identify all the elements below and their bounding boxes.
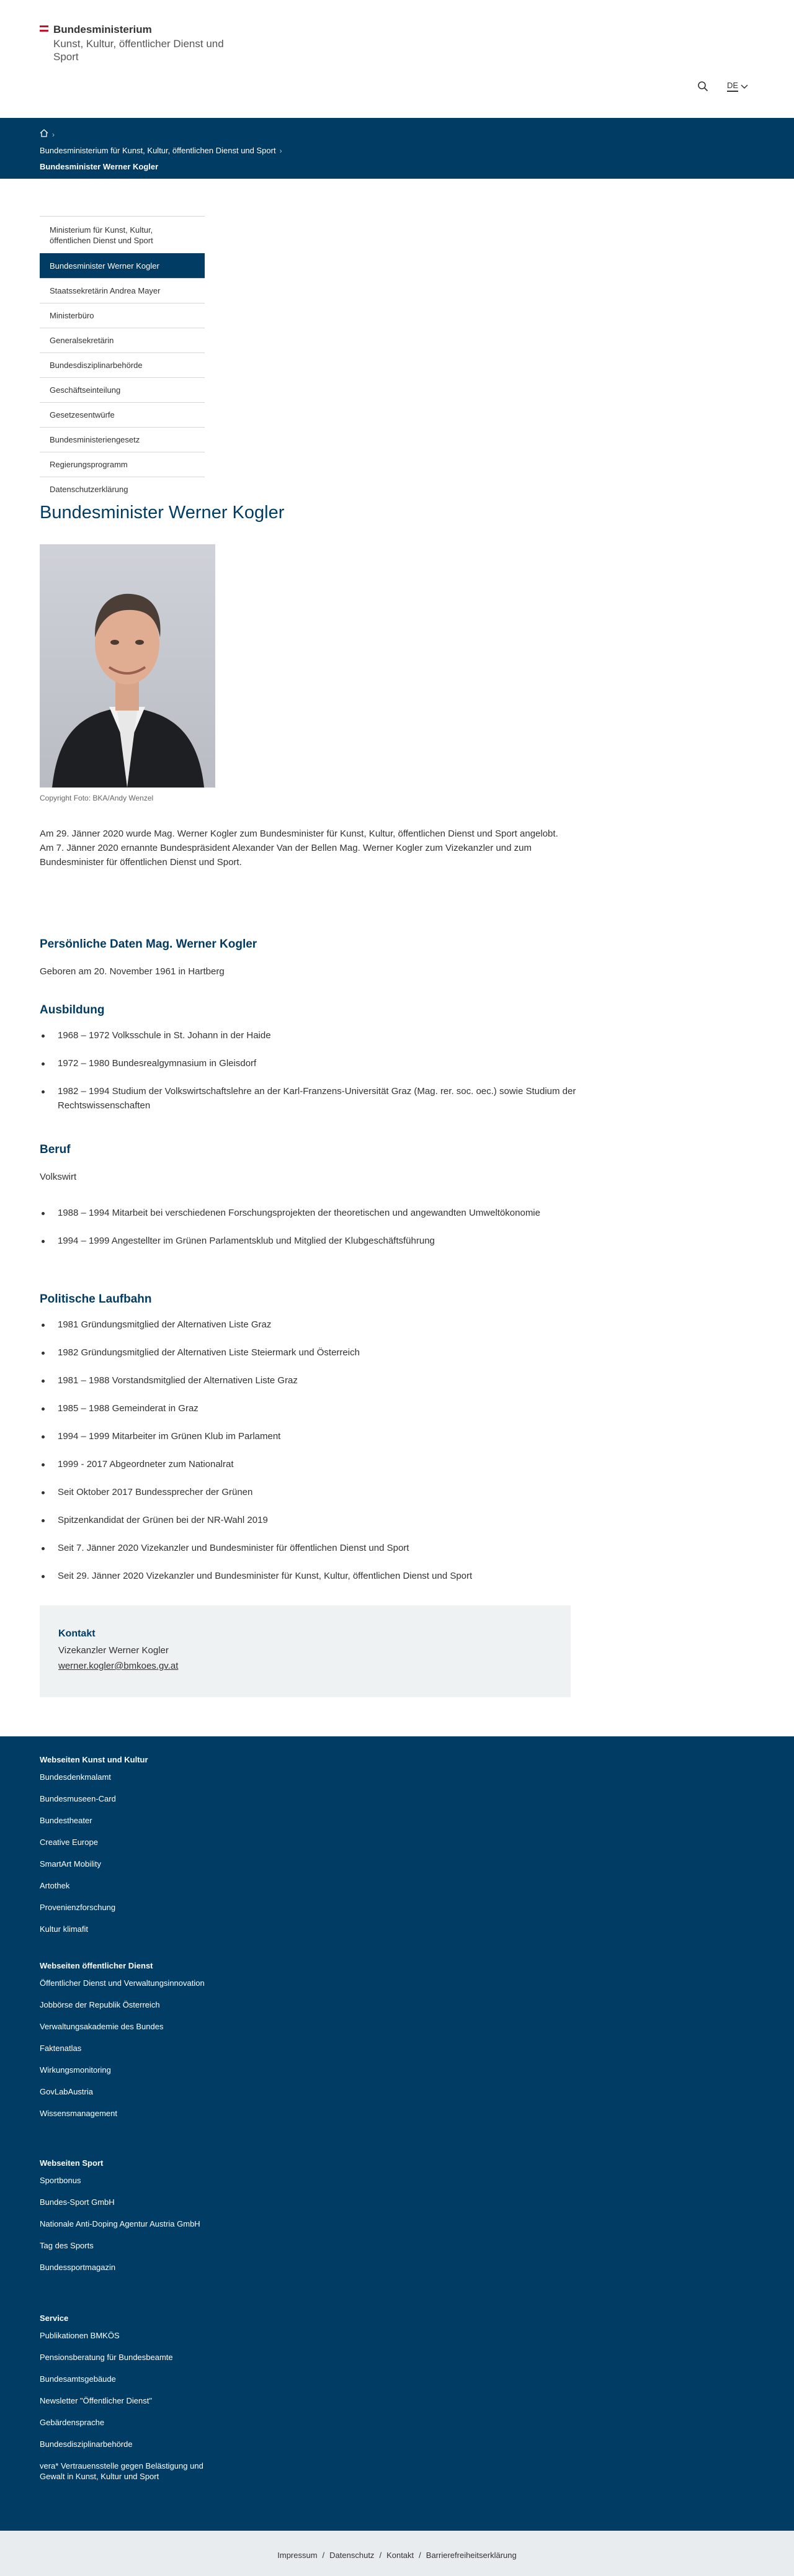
list-item: 1982 Gründungsmitglied der Alternativen Liste Steiermark und Österreich <box>40 1345 586 1360</box>
sidenav-item-ministeriengesetz[interactable]: Bundesministeriengesetz <box>40 427 205 452</box>
intro-text <box>40 827 586 869</box>
list-item: 1999 - 2017 Abgeordneter zum Nationalrat <box>40 1457 586 1471</box>
footer-heading: Webseiten Sport <box>40 2158 104 2168</box>
sidenav-item-gesetzesentwuerfe[interactable]: Gesetzesentwürfe <box>40 402 205 427</box>
personal-section <box>40 938 586 977</box>
sidenav-item-staatssekretaerin[interactable]: Staatssekretärin Andrea Mayer <box>40 278 205 303</box>
footer-link[interactable]: SmartArt Mobility <box>40 1859 101 1869</box>
footer-link[interactable]: Bundestheater <box>40 1816 92 1825</box>
footer-group-kunst-kultur <box>40 1755 226 1945</box>
home-icon[interactable] <box>40 127 48 143</box>
list-item: 1994 – 1999 Mitarbeiter im Grünen Klub im Parlament <box>40 1429 586 1443</box>
link-separator: / <box>419 2551 421 2560</box>
footer-link[interactable]: Kultur klimafit <box>40 1924 89 1934</box>
list-item: Seit 7. Jänner 2020 Vizekanzler und Bundesminister für öffentlichen Dienst und Sport <box>40 1541 586 1555</box>
breadcrumb-link-ministry[interactable]: Bundesministerium für Kunst, Kultur, öffentlichen Dienst und Sport <box>40 146 276 155</box>
intro-paragraph: Am 7. Jänner 2020 ernannte Bundespräsident Alexander Van der Bellen Mag. Werner Kogler zum Vizekanzler und zum Bundesminister für öffentlichen Dienst und Sport. <box>40 843 532 868</box>
footer-link[interactable]: Öffentlicher Dienst und Verwaltungsinnovation <box>40 1978 205 1988</box>
sidenav-item-ministerbuero[interactable]: Ministerbüro <box>40 303 205 328</box>
footer-heading: Webseiten öffentlicher Dienst <box>40 1961 153 1970</box>
link-separator: / <box>322 2551 325 2560</box>
footer-link[interactable]: Bundesamtsgebäude <box>40 2374 116 2384</box>
bottom-bar <box>0 2531 794 2576</box>
footer-link[interactable]: Bundesdenkmalamt <box>40 1772 111 1782</box>
footer-heading: Webseiten Kunst und Kultur <box>40 1755 148 1764</box>
footer-link[interactable]: Jobbörse der Republik Österreich <box>40 2000 160 2009</box>
sidenav-item-generalsekretaerin[interactable]: Generalsekretärin <box>40 328 205 352</box>
footer-link[interactable]: Nationale Anti-Doping Agentur Austria GmbH <box>40 2219 200 2228</box>
austria-flag-icon <box>40 25 48 32</box>
footer-link[interactable]: Wirkungsmonitoring <box>40 2065 111 2075</box>
language-selector[interactable] <box>727 81 748 92</box>
sidenav-item-datenschutz[interactable]: Datenschutzerklärung <box>40 477 205 501</box>
footer-link[interactable]: Artothek <box>40 1881 70 1890</box>
sidenav-item-regierungsprogramm[interactable]: Regierungsprogramm <box>40 452 205 477</box>
list-item: 1988 – 1994 Mitarbeit bei verschiedenen Forschungsprojekten der theoretischen und angewandten Umweltökonomie <box>40 1206 586 1220</box>
search-icon[interactable] <box>697 81 708 92</box>
list-item: 1981 Gründungsmitglied der Alternativen Liste Graz <box>40 1317 586 1332</box>
birth-info: Geboren am 20. November 1961 in Hartberg <box>40 966 225 977</box>
list-item: Seit 29. Jänner 2020 Vizekanzler und Bundesminister für Kunst, Kultur, öffentlichen Dienst und Sport <box>40 1569 586 1583</box>
personal-heading: Persönliche Daten Mag. Werner Kogler <box>40 938 257 951</box>
education-section <box>40 1003 586 1113</box>
footer-group-sport <box>40 2158 226 2284</box>
list-item: 1982 – 1994 Studium der Volkswirtschaftslehre an der Karl-Franzens-Universität Graz (Mag. rer. soc. oec.) sowie Studium der Rechtswissenschaften <box>40 1084 586 1113</box>
career-heading: Politische Laufbahn <box>40 1293 152 1306</box>
breadcrumb-separator-icon: › <box>52 130 55 139</box>
footer-link-kontakt[interactable]: Kontakt <box>386 2551 414 2560</box>
footer-link[interactable]: Bundessportmagazin <box>40 2263 116 2272</box>
chevron-down-icon <box>741 82 748 91</box>
logo-title: Bundesministerium <box>53 24 152 35</box>
portrait-photo <box>40 544 215 788</box>
job-section <box>40 1143 586 1248</box>
job-heading: Beruf <box>40 1143 71 1156</box>
footer-link[interactable]: Tag des Sports <box>40 2241 94 2250</box>
list-item: 1972 – 1980 Bundesrealgymnasium in Gleisdorf <box>40 1056 586 1070</box>
career-section <box>40 1293 586 1583</box>
footer-group-service <box>40 2313 226 2493</box>
footer-link[interactable]: Pensionsberatung für Bundesbeamte <box>40 2353 173 2362</box>
breadcrumb <box>0 118 794 179</box>
contact-heading: Kontakt <box>58 1628 96 1639</box>
footer-heading: Service <box>40 2313 69 2323</box>
sidenav-item-disziplinarbehoerde[interactable]: Bundesdisziplinarbehörde <box>40 352 205 377</box>
footer-group-oeffentlicher-dienst <box>40 1961 226 2130</box>
logo-subtitle: Kunst, Kultur, öffentlicher Dienst und Sport <box>53 38 224 63</box>
footer-link[interactable]: Provenienzforschung <box>40 1903 116 1912</box>
list-item: Seit Oktober 2017 Bundessprecher der Grünen <box>40 1485 586 1499</box>
footer-link[interactable]: Sportbonus <box>40 2176 81 2185</box>
footer-link[interactable]: Gebärdensprache <box>40 2418 105 2427</box>
sidenav-item-ministerium[interactable]: Ministerium für Kunst, Kultur, öffentlichen Dienst und Sport <box>40 216 205 253</box>
list-item: 1981 – 1988 Vorstandsmitglied der Alternativen Liste Graz <box>40 1373 586 1388</box>
education-heading: Ausbildung <box>40 1003 105 1016</box>
contact-box <box>40 1605 571 1697</box>
site-header <box>0 0 794 118</box>
footer-link[interactable]: Wissensmanagement <box>40 2109 117 2118</box>
page-title: Bundesminister Werner Kogler <box>40 503 285 523</box>
footer-link-barrierefreiheit[interactable]: Barrierefreiheitserklärung <box>426 2551 517 2560</box>
footer-link[interactable]: GovLabAustria <box>40 2087 93 2096</box>
list-item: 1985 – 1988 Gemeinderat in Graz <box>40 1401 586 1416</box>
list-item: Spitzenkandidat der Grünen bei der NR-Wahl 2019 <box>40 1513 586 1527</box>
footer-link[interactable]: Bundes-Sport GmbH <box>40 2197 115 2207</box>
footer-link[interactable]: Faktenatlas <box>40 2044 82 2053</box>
list-item: 1994 – 1999 Angestellter im Grünen Parlamentsklub und Mitglied der Klubgeschäftsführung <box>40 1234 586 1248</box>
photo-caption: Copyright Foto: BKA/Andy Wenzel <box>40 794 154 802</box>
site-footer <box>0 1736 794 2531</box>
contact-email-link[interactable]: werner.kogler@bmkoes.gv.at <box>58 1661 179 1671</box>
footer-link-datenschutz[interactable]: Datenschutz <box>329 2551 375 2560</box>
contact-name: Vizekanzler Werner Kogler <box>58 1645 169 1656</box>
footer-link[interactable]: Bundesmuseen-Card <box>40 1794 116 1803</box>
footer-link[interactable]: Verwaltungsakademie des Bundes <box>40 2022 164 2031</box>
breadcrumb-separator-icon: › <box>279 146 282 155</box>
intro-paragraph: Am 29. Jänner 2020 wurde Mag. Werner Kogler zum Bundesminister für Kunst, Kultur, öffentlichen Dienst und Sport angelobt. <box>40 828 558 839</box>
footer-link[interactable]: vera* Vertrauensstelle gegen Belästigung und Gewalt in Kunst, Kultur und Sport <box>40 2461 203 2481</box>
sidenav-item-geschaeftseinteilung[interactable]: Geschäftseinteilung <box>40 377 205 402</box>
footer-link[interactable]: Publikationen BMKÖS <box>40 2331 120 2340</box>
footer-link-impressum[interactable]: Impressum <box>277 2551 318 2560</box>
breadcrumb-current: Bundesminister Werner Kogler <box>40 162 159 171</box>
footer-link[interactable]: Bundesdisziplinarbehörde <box>40 2439 133 2449</box>
sidenav-item-bundesminister[interactable]: Bundesminister Werner Kogler <box>40 253 205 278</box>
footer-link[interactable]: Creative Europe <box>40 1838 98 1847</box>
list-item: 1968 – 1972 Volksschule in St. Johann in der Haide <box>40 1028 586 1043</box>
side-navigation <box>40 216 205 501</box>
link-separator: / <box>379 2551 382 2560</box>
language-code: DE <box>727 81 738 92</box>
job-title: Volkswirt <box>40 1172 77 1182</box>
footer-link[interactable]: Newsletter "Öffentlicher Dienst" <box>40 2396 152 2405</box>
